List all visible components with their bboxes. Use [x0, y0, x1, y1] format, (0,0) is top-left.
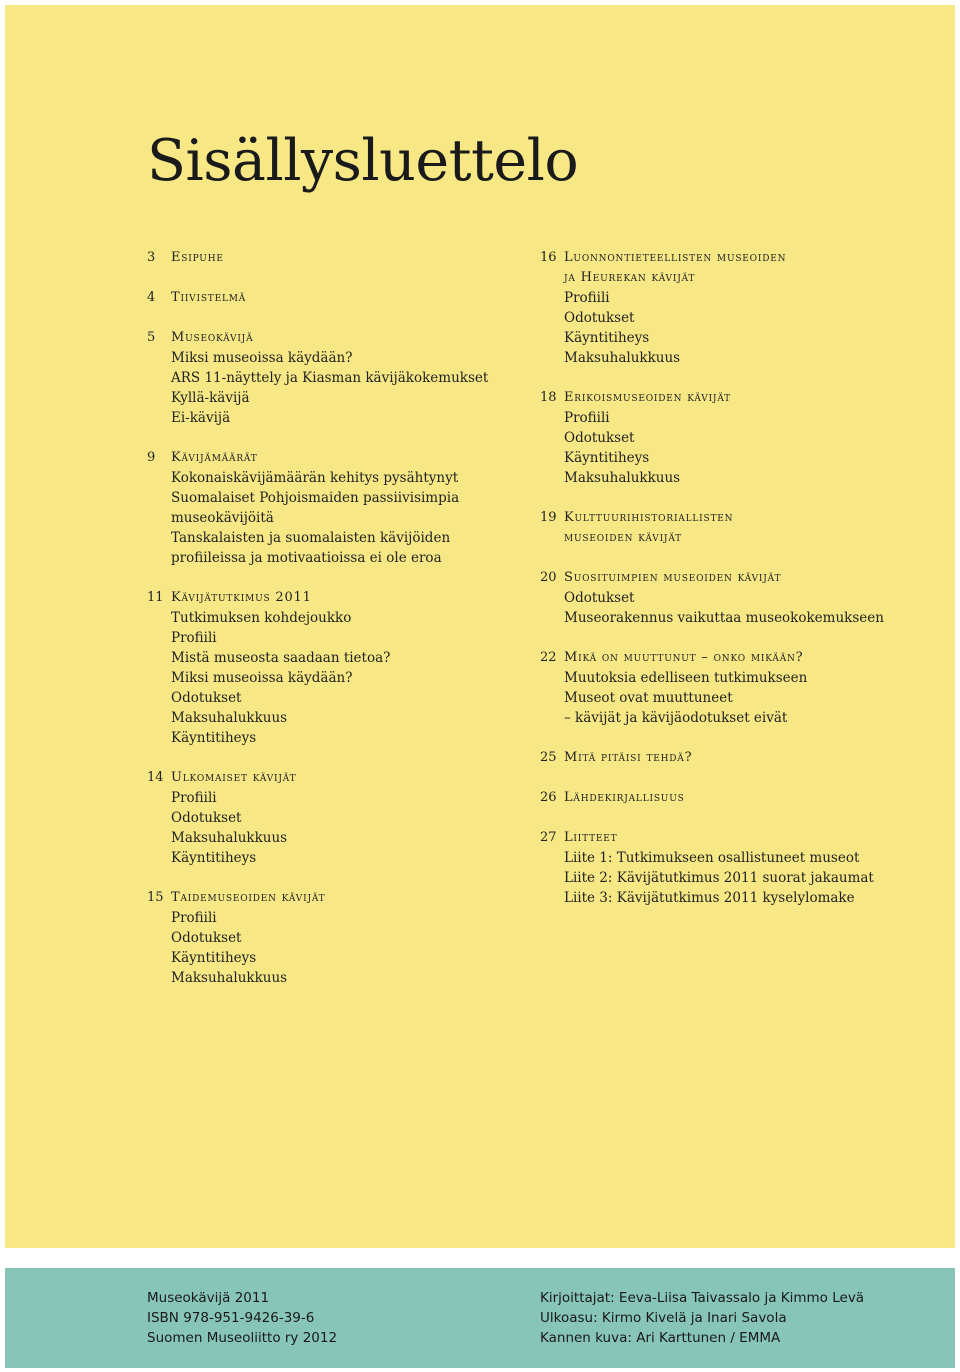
toc-heading: museoiden kävijät	[564, 530, 682, 545]
toc-page-number: 18	[540, 390, 557, 405]
toc-subitem[interactable]: Profiili	[171, 790, 217, 806]
toc-page-number: 26	[540, 790, 557, 805]
toc-entry[interactable]	[147, 588, 537, 608]
toc-subitem[interactable]: Maksuhalukkuus	[171, 830, 288, 846]
toc-page-number: 3	[147, 250, 156, 265]
toc-subitem[interactable]: Liite 1: Tutkimukseen osallistuneet museot	[564, 850, 860, 866]
toc-heading: Mikä on muuttunut – onko mikään?	[564, 650, 804, 665]
toc-section	[540, 648, 930, 728]
toc-heading: Ulkomaiset kävijät	[171, 770, 297, 785]
toc-subitem[interactable]: Maksuhalukkuus	[171, 710, 288, 726]
toc-subitem[interactable]: Käyntitiheys	[564, 450, 650, 466]
toc-subitem[interactable]: museokävijöitä	[171, 510, 274, 526]
toc-page-number: 5	[147, 330, 156, 345]
toc-entry[interactable]	[147, 768, 537, 788]
toc-left-column	[147, 248, 537, 1008]
toc-page-number: 25	[540, 750, 557, 765]
toc-subitem[interactable]: ARS 11-näyttely ja Kiasman kävijäkokemukset	[171, 370, 489, 386]
toc-section	[147, 288, 537, 308]
toc-heading: ja Heurekan kävijät	[564, 270, 696, 285]
toc-subitem[interactable]: Museorakennus vaikuttaa museokokemukseen	[564, 610, 884, 626]
toc-entry[interactable]	[540, 568, 930, 588]
toc-subitem[interactable]: Kokonaiskävijämäärän kehitys pysähtynyt	[171, 470, 459, 486]
toc-heading-continued	[540, 528, 930, 548]
toc-section	[540, 828, 930, 908]
toc-page-number: 16	[540, 250, 557, 265]
toc-subitem[interactable]: Liite 2: Kävijätutkimus 2011 suorat jakaumat	[564, 870, 874, 886]
toc-subitem[interactable]: Käyntitiheys	[171, 730, 257, 746]
toc-page-number: 11	[147, 590, 164, 605]
toc-page-number: 4	[147, 290, 156, 305]
footer-line: Museokävijä 2011	[147, 1290, 270, 1306]
toc-section	[540, 748, 930, 768]
toc-heading: Liitteet	[564, 830, 618, 845]
toc-entry[interactable]	[540, 388, 930, 408]
footer-line: Suomen Museoliitto ry 2012	[147, 1330, 338, 1346]
toc-subitem[interactable]: Museot ovat muuttuneet	[564, 690, 733, 706]
toc-entry[interactable]	[147, 448, 537, 468]
toc-heading: Mitä pitäisi tehdä?	[564, 750, 693, 765]
toc-entry[interactable]	[540, 788, 930, 808]
toc-subitem[interactable]: Tutkimuksen kohdejoukko	[171, 610, 352, 626]
footer-credits	[540, 1288, 864, 1348]
toc-subitem[interactable]: Odotukset	[171, 930, 242, 946]
toc-subitem[interactable]: Odotukset	[564, 590, 635, 606]
toc-subitem[interactable]: Maksuhalukkuus	[564, 350, 681, 366]
toc-subitem[interactable]: Käyntitiheys	[171, 850, 257, 866]
toc-heading: Kävijämäärät	[171, 450, 258, 465]
toc-subitem[interactable]: Maksuhalukkuus	[171, 970, 288, 986]
footer-line: Kirjoittajat: Eeva-Liisa Taivassalo ja Kimmo Levä	[540, 1290, 865, 1306]
toc-heading: Kävijätutkimus 2011	[171, 590, 312, 605]
toc-page-number: 20	[540, 570, 557, 585]
toc-heading: Suosituimpien museoiden kävijät	[564, 570, 782, 585]
toc-subitem[interactable]: Profiili	[564, 290, 610, 306]
toc-page-number: 9	[147, 450, 156, 465]
toc-subitem[interactable]: – kävijät ja kävijäodotukset eivät	[564, 710, 788, 726]
toc-page-number: 15	[147, 890, 164, 905]
toc-subitem[interactable]: Mistä museosta saadaan tietoa?	[171, 650, 391, 666]
page-title: Sisällysluettelo	[147, 128, 579, 194]
toc-heading: Luonnontieteellisten museoiden	[564, 250, 787, 265]
toc-entry[interactable]	[540, 828, 930, 848]
toc-page-number: 27	[540, 830, 557, 845]
toc-page-number: 19	[540, 510, 557, 525]
toc-subitem[interactable]: Profiili	[171, 910, 217, 926]
toc-subitem[interactable]: Kyllä-kävijä	[171, 390, 250, 406]
toc-section	[147, 888, 537, 988]
toc-subitem[interactable]: Odotukset	[171, 690, 242, 706]
toc-section	[147, 328, 537, 428]
toc-subitem[interactable]: Suomalaiset Pohjoismaiden passiivisimpia	[171, 490, 460, 506]
toc-entry[interactable]	[147, 288, 537, 308]
toc-subitem[interactable]: Tanskalaisten ja suomalaisten kävijöiden	[171, 530, 451, 546]
footer-publication-info	[147, 1288, 337, 1348]
toc-page-number: 14	[147, 770, 164, 785]
toc-heading-continued	[540, 268, 930, 288]
toc-subitem[interactable]: Ei-kävijä	[171, 410, 231, 426]
toc-subitem[interactable]: profiileissa ja motivaatioissa ei ole eroa	[171, 550, 442, 566]
toc-heading: Museokävijä	[171, 330, 254, 345]
toc-section	[147, 248, 537, 268]
toc-subitem[interactable]: Käyntitiheys	[171, 950, 257, 966]
toc-section	[540, 508, 930, 548]
toc-subitem[interactable]: Maksuhalukkuus	[564, 470, 681, 486]
toc-section	[540, 388, 930, 488]
toc-heading: Esipuhe	[171, 250, 224, 265]
toc-entry[interactable]	[147, 248, 537, 268]
toc-subitem[interactable]: Profiili	[171, 630, 217, 646]
footer-line: Kannen kuva: Ari Karttunen / EMMA	[540, 1330, 781, 1346]
toc-right-column	[540, 248, 930, 928]
footer-line: Ulkoasu: Kirmo Kivelä ja Inari Savola	[540, 1310, 787, 1326]
toc-subitem[interactable]: Profiili	[564, 410, 610, 426]
toc-section	[540, 788, 930, 808]
toc-heading: Kulttuurihistoriallisten	[564, 510, 734, 525]
toc-subitem[interactable]: Liite 3: Kävijätutkimus 2011 kyselylomake	[564, 890, 855, 906]
toc-section	[147, 448, 537, 568]
toc-section	[540, 248, 930, 368]
toc-heading: Erikoismuseoiden kävijät	[564, 390, 731, 405]
toc-entry[interactable]	[540, 508, 930, 528]
toc-section	[540, 568, 930, 628]
toc-subitem[interactable]: Miksi museoissa käydään?	[171, 670, 353, 686]
toc-heading: Tiivistelmä	[171, 290, 247, 305]
toc-subitem[interactable]: Odotukset	[564, 310, 635, 326]
toc-entry[interactable]	[540, 648, 930, 668]
toc-heading: Taidemuseoiden kävijät	[171, 890, 326, 905]
toc-subitem[interactable]: Käyntitiheys	[564, 330, 650, 346]
toc-entry[interactable]	[147, 328, 537, 348]
toc-subitem[interactable]: Odotukset	[171, 810, 242, 826]
toc-page-number: 22	[540, 650, 557, 665]
toc-entry[interactable]	[147, 888, 537, 908]
toc-subitem[interactable]: Muutoksia edelliseen tutkimukseen	[564, 670, 808, 686]
toc-entry[interactable]	[540, 748, 930, 768]
footer-line: ISBN 978-951-9426-39-6	[147, 1310, 315, 1326]
toc-subitem[interactable]: Miksi museoissa käydään?	[171, 350, 353, 366]
toc-subitem[interactable]: Odotukset	[564, 430, 635, 446]
toc-entry[interactable]	[540, 248, 930, 268]
toc-section	[147, 588, 537, 748]
toc-heading: Lähdekirjallisuus	[564, 790, 685, 805]
toc-section	[147, 768, 537, 868]
